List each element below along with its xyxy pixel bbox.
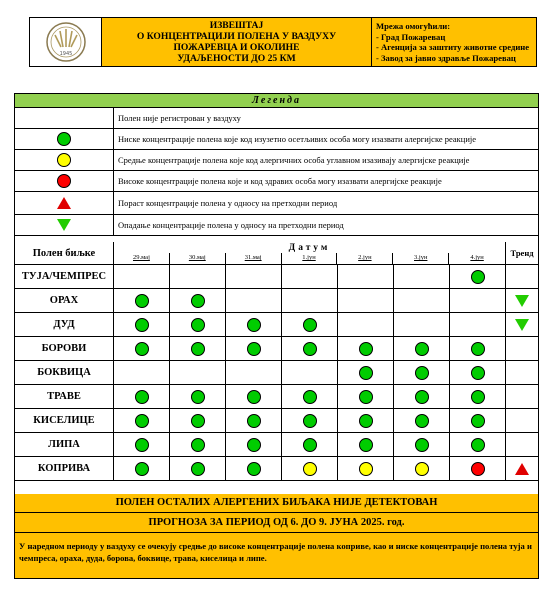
concentration-cell xyxy=(394,337,450,360)
concentration-cell xyxy=(114,361,170,384)
pollen-report-table xyxy=(14,93,539,579)
decrease-triangle-icon xyxy=(57,219,71,231)
concentration-cell xyxy=(338,409,394,432)
concentration-cell xyxy=(282,385,338,408)
yellow-circle-icon xyxy=(303,462,317,476)
date-label: 4.јун xyxy=(470,254,484,261)
increase-triangle-icon xyxy=(57,197,71,209)
plant-row xyxy=(15,409,538,433)
green-circle-icon xyxy=(247,462,261,476)
green-circle-icon xyxy=(135,414,149,428)
green-circle-icon xyxy=(471,438,485,452)
concentration-cell xyxy=(282,409,338,432)
legend-symbol-cell xyxy=(15,215,114,235)
green-circle-icon xyxy=(359,342,373,356)
trend-column-header: Тренд xyxy=(510,248,534,258)
green-circle-icon xyxy=(303,438,317,452)
network-line: - Агенција за заштиту животне средине xyxy=(376,42,530,52)
concentration-cell xyxy=(170,457,226,480)
concentration-cell xyxy=(338,361,394,384)
date-header-title: Датум xyxy=(288,243,331,253)
plant-row xyxy=(15,289,538,313)
green-circle-icon xyxy=(247,318,261,332)
legend-text: Опадање концентрације полена у односу на претходни период xyxy=(118,220,344,230)
red-circle-icon xyxy=(471,462,485,476)
green-circle-icon xyxy=(303,390,317,404)
concentration-cell xyxy=(282,313,338,336)
concentration-cell xyxy=(450,409,506,432)
trend-cell xyxy=(506,457,538,480)
concentration-cell xyxy=(338,313,394,336)
concentration-cell xyxy=(338,457,394,480)
green-circle-icon xyxy=(135,342,149,356)
plant-row xyxy=(15,385,538,409)
plant-row xyxy=(15,337,538,361)
concentration-cell xyxy=(338,385,394,408)
yellow-circle-icon xyxy=(57,153,71,167)
green-circle-icon xyxy=(471,414,485,428)
concentration-cell xyxy=(338,265,394,288)
legend-row xyxy=(15,150,538,171)
concentration-cell xyxy=(226,457,282,480)
green-circle-icon xyxy=(191,390,205,404)
plant-row xyxy=(15,313,538,337)
green-circle-icon xyxy=(415,390,429,404)
plant-row xyxy=(15,457,538,481)
concentration-cell xyxy=(394,265,450,288)
title-line: ПОЖАРЕВЦА И ОКОЛИНЕ xyxy=(173,42,300,53)
green-circle-icon xyxy=(471,270,485,284)
green-circle-icon xyxy=(135,294,149,308)
date-label: 3.јун xyxy=(393,253,449,264)
concentration-cell xyxy=(226,289,282,312)
green-circle-icon xyxy=(247,390,261,404)
concentration-cell xyxy=(450,265,506,288)
title-line: УДАЉЕНОСТИ ДО 25 КМ xyxy=(177,53,296,64)
trend-cell xyxy=(506,385,538,408)
trend-cell xyxy=(506,337,538,360)
forecast-text: У наредном периоду у ваздуху се очекују средње до високе концентрације полена коприве, као и ниске концентрације полена туја и чемпреса, ораха, дуда, борова, боквице, трава, киселица и липе. xyxy=(15,533,538,578)
legend-symbol-empty xyxy=(15,108,114,128)
concentration-cell xyxy=(114,337,170,360)
concentration-cell xyxy=(226,409,282,432)
concentration-cell xyxy=(394,313,450,336)
legend-text: Средње концентрације полена које код алергичних особа углавном изазивају алергијске реакције xyxy=(118,155,470,165)
logo-year: 1945 xyxy=(59,51,72,57)
concentration-cell xyxy=(394,409,450,432)
report-title xyxy=(102,18,372,66)
forecast-title: ПРОГНОЗА ЗА ПЕРИОД ОД 6. ДО 9. ЈУНА 2025. год. xyxy=(15,513,538,533)
green-circle-icon xyxy=(191,294,205,308)
concentration-cell xyxy=(450,433,506,456)
concentration-cell xyxy=(170,385,226,408)
green-circle-icon xyxy=(359,390,373,404)
green-circle-icon xyxy=(57,132,71,146)
legend-row xyxy=(15,192,538,215)
green-circle-icon xyxy=(247,414,261,428)
concentration-cell xyxy=(226,385,282,408)
plant-row xyxy=(15,433,538,457)
green-circle-icon xyxy=(247,438,261,452)
green-circle-icon xyxy=(135,318,149,332)
green-circle-icon xyxy=(303,342,317,356)
concentration-cell xyxy=(450,361,506,384)
grid-rows xyxy=(15,265,538,481)
concentration-cell xyxy=(114,265,170,288)
green-circle-icon xyxy=(135,390,149,404)
legend-text: Пораст концентрације полена у односу на претходни период xyxy=(118,198,338,208)
concentration-cell xyxy=(450,289,506,312)
decrease-triangle-icon xyxy=(515,295,529,307)
yellow-circle-icon xyxy=(359,462,373,476)
concentration-cell xyxy=(282,265,338,288)
green-circle-icon xyxy=(135,438,149,452)
concentration-cell xyxy=(394,289,450,312)
date-label: 1.јун xyxy=(282,253,338,264)
legend-symbol-cell xyxy=(15,150,114,170)
plant-name: БОКВИЦА xyxy=(15,361,114,384)
concentration-cell xyxy=(114,457,170,480)
concentration-cell xyxy=(170,289,226,312)
green-circle-icon xyxy=(247,342,261,356)
red-circle-icon xyxy=(57,174,71,188)
concentration-cell xyxy=(282,361,338,384)
concentration-cell xyxy=(170,337,226,360)
concentration-cell xyxy=(114,313,170,336)
date-label: 31.мај xyxy=(226,253,282,264)
legend-title: Легенда xyxy=(15,94,538,108)
green-circle-icon xyxy=(471,342,485,356)
plant-row xyxy=(15,361,538,385)
yellow-circle-icon xyxy=(415,462,429,476)
green-circle-icon xyxy=(135,462,149,476)
plant-name: ТРАВЕ xyxy=(15,385,114,408)
title-line: ИЗВЕШТАЈ xyxy=(209,20,264,31)
legend-text: Високе концентрације полена које и код здравих особа могу изазвати алергијске реакције xyxy=(118,176,442,186)
green-circle-icon xyxy=(359,414,373,428)
green-circle-icon xyxy=(191,342,205,356)
plant-name: БОРОВИ xyxy=(15,337,114,360)
concentration-cell xyxy=(282,433,338,456)
trend-cell xyxy=(506,361,538,384)
legend-text: Полен није регистрован у ваздуху xyxy=(118,113,241,123)
plant-name: ДУД xyxy=(15,313,114,336)
concentration-cell xyxy=(450,457,506,480)
date-label: 29.мај xyxy=(114,253,170,264)
concentration-cell xyxy=(226,361,282,384)
plant-name: КОПРИВА xyxy=(15,457,114,480)
concentration-cell xyxy=(170,409,226,432)
concentration-cell xyxy=(170,361,226,384)
plant-name: ОРАХ xyxy=(15,289,114,312)
concentration-cell xyxy=(394,385,450,408)
concentration-cell xyxy=(226,265,282,288)
plant-name: КИСЕЛИЦЕ xyxy=(15,409,114,432)
plant-row xyxy=(15,265,538,289)
trend-cell xyxy=(506,409,538,432)
network-sponsors xyxy=(372,18,536,66)
concentration-cell xyxy=(114,289,170,312)
green-circle-icon xyxy=(303,414,317,428)
institute-logo xyxy=(44,21,88,63)
network-line: - Град Пожаревац xyxy=(376,31,446,42)
green-circle-icon xyxy=(191,438,205,452)
decrease-triangle-icon xyxy=(515,319,529,331)
legend-row xyxy=(15,108,538,129)
legend-text: Ниске концентрације полена које код изузетно осетљивих особа могу изазвати алергијске реакције xyxy=(118,134,477,144)
trend-cell xyxy=(506,313,538,336)
concentration-cell xyxy=(450,337,506,360)
trend-cell xyxy=(506,265,538,288)
concentration-cell xyxy=(170,265,226,288)
plant-name: ТУЈА/ЧЕМПРЕС xyxy=(15,265,114,288)
concentration-cell xyxy=(338,289,394,312)
legend-row xyxy=(15,171,538,192)
network-line: Мрежа омогућили: xyxy=(376,21,451,31)
green-circle-icon xyxy=(359,366,373,380)
green-circle-icon xyxy=(471,390,485,404)
legend-row xyxy=(15,215,538,236)
concentration-cell xyxy=(114,385,170,408)
green-circle-icon xyxy=(191,462,205,476)
increase-triangle-icon xyxy=(515,463,529,475)
concentration-cell xyxy=(450,385,506,408)
legend-row xyxy=(15,129,538,150)
green-circle-icon xyxy=(415,438,429,452)
green-circle-icon xyxy=(191,318,205,332)
report-header xyxy=(29,17,537,67)
date-label: 2.јун xyxy=(337,253,393,264)
green-circle-icon xyxy=(359,438,373,452)
date-labels xyxy=(114,253,505,264)
green-circle-icon xyxy=(415,342,429,356)
legend-symbol-cell xyxy=(15,192,114,214)
plant-name: ЛИПА xyxy=(15,433,114,456)
green-circle-icon xyxy=(191,414,205,428)
concentration-cell xyxy=(394,457,450,480)
grid-header-row xyxy=(15,242,538,265)
title-line: О КОНЦЕНТРАЦИЈИ ПОЛЕНА У ВАЗДУХУ xyxy=(136,31,337,42)
concentration-cell xyxy=(394,361,450,384)
concentration-cell xyxy=(114,433,170,456)
concentration-cell xyxy=(394,433,450,456)
legend-symbol-cell xyxy=(15,171,114,191)
date-label: 30.мај xyxy=(170,253,226,264)
green-circle-icon xyxy=(415,414,429,428)
concentration-cell xyxy=(226,313,282,336)
concentration-cell xyxy=(338,433,394,456)
notice-band: ПОЛЕН ОСТАЛИХ АЛЕРГЕНИХ БИЉАКА НИЈЕ ДЕТЕКТОВАН xyxy=(15,494,538,513)
logo-cell xyxy=(30,18,102,66)
concentration-cell xyxy=(282,289,338,312)
pollen-grid xyxy=(15,242,538,481)
green-circle-icon xyxy=(303,318,317,332)
concentration-cell xyxy=(170,433,226,456)
green-circle-icon xyxy=(415,366,429,380)
concentration-cell xyxy=(282,337,338,360)
legend-symbol-cell xyxy=(15,129,114,149)
concentration-cell xyxy=(226,433,282,456)
concentration-cell xyxy=(114,409,170,432)
concentration-cell xyxy=(338,337,394,360)
green-circle-icon xyxy=(471,366,485,380)
plant-column-header: Полен биљке xyxy=(15,242,114,264)
network-line: - Завод за јавно здравље Пожаревац xyxy=(376,52,516,63)
concentration-cell xyxy=(226,337,282,360)
trend-cell xyxy=(506,433,538,456)
concentration-cell xyxy=(170,313,226,336)
date-header xyxy=(114,242,506,264)
trend-cell xyxy=(506,289,538,312)
concentration-cell xyxy=(450,313,506,336)
concentration-cell xyxy=(282,457,338,480)
